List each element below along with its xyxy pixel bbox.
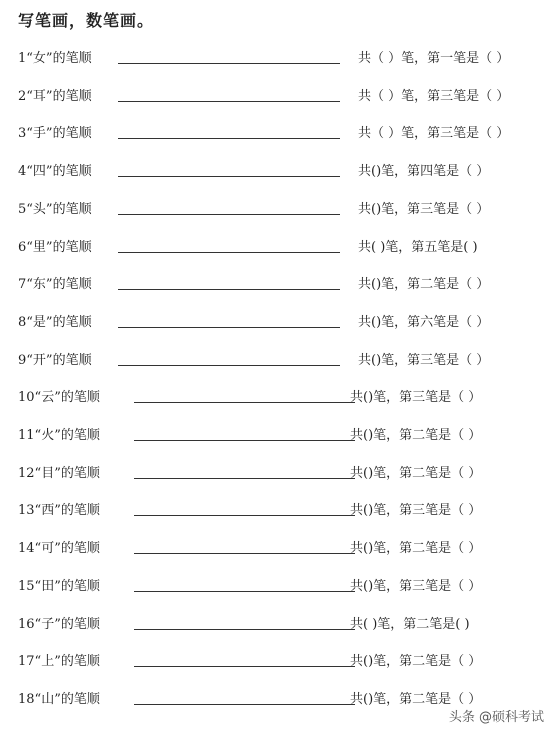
- answer-line[interactable]: [118, 289, 340, 290]
- stroke-order-label: 14“可”的笔顺: [18, 541, 100, 557]
- answer-line[interactable]: [134, 704, 355, 705]
- exercise-row: [0, 236, 554, 258]
- stroke-order-label: 6“里”的笔顺: [18, 239, 92, 255]
- exercise-row: [0, 386, 554, 408]
- exercise-row: [0, 613, 554, 635]
- exercise-row: [0, 650, 554, 672]
- stroke-order-label: 3“手”的笔顺: [18, 126, 92, 142]
- exercise-row: [0, 537, 554, 559]
- answer-line[interactable]: [134, 478, 355, 479]
- stroke-count-question: 共()笔，第二笔是（ ）: [350, 465, 482, 481]
- stroke-order-label: 13“西”的笔顺: [18, 503, 100, 519]
- answer-line[interactable]: [134, 666, 355, 667]
- stroke-count-question: 共（ ）笔，第三笔是（ ）: [358, 126, 510, 142]
- stroke-order-label: 4“四”的笔顺: [18, 164, 92, 180]
- stroke-count-question: 共()笔，第三笔是（ ）: [350, 578, 482, 594]
- exercise-row: [0, 349, 554, 371]
- stroke-order-label: 12“目”的笔顺: [18, 465, 100, 481]
- stroke-order-label: 18“山”的笔顺: [18, 691, 100, 707]
- stroke-order-label: 8“是”的笔顺: [18, 314, 92, 330]
- stroke-count-question: 共()笔，第二笔是（ ）: [350, 541, 482, 557]
- answer-line[interactable]: [134, 629, 355, 630]
- stroke-order-label: 5“头”的笔顺: [18, 201, 92, 217]
- answer-line[interactable]: [118, 176, 340, 177]
- exercise-row: [0, 462, 554, 484]
- stroke-order-label: 15“田”的笔顺: [18, 578, 100, 594]
- answer-line[interactable]: [118, 365, 340, 366]
- stroke-count-question: 共()笔，第二笔是（ ）: [350, 654, 482, 670]
- stroke-count-question: 共()笔，第二笔是（ ）: [358, 277, 490, 293]
- answer-line[interactable]: [134, 440, 355, 441]
- exercise-row: [0, 47, 554, 69]
- stroke-count-question: 共()笔，第二笔是（ ）: [350, 428, 482, 443]
- answer-line[interactable]: [118, 101, 340, 102]
- exercise-row: [0, 122, 554, 144]
- answer-line[interactable]: [118, 214, 340, 215]
- watermark: 头条 @硕科考试: [448, 710, 544, 725]
- stroke-count-question: 共()笔，第二笔是（ ）: [350, 691, 482, 707]
- exercise-row: [0, 85, 554, 107]
- answer-line[interactable]: [118, 327, 340, 328]
- exercise-row: [0, 160, 554, 182]
- answer-line[interactable]: [134, 591, 355, 592]
- stroke-order-label: 17“上”的笔顺: [18, 654, 100, 670]
- exercise-row: [0, 575, 554, 597]
- stroke-count-question: 共()笔，第三笔是（ ）: [350, 503, 482, 519]
- stroke-count-question: 共（ ）笔，第一笔是（ ）: [358, 51, 510, 66]
- stroke-count-question: 共（ ）笔，第三笔是（ ）: [358, 88, 510, 104]
- stroke-count-question: 共( )笔，第二笔是( ): [350, 616, 470, 632]
- stroke-order-label: 10“云”的笔顺: [18, 390, 100, 406]
- exercise-row: [0, 424, 554, 446]
- answer-line[interactable]: [118, 138, 340, 139]
- stroke-order-label: 1“女”的笔顺: [18, 51, 92, 66]
- stroke-order-label: 9“开”的笔顺: [18, 352, 92, 368]
- answer-line[interactable]: [134, 515, 355, 516]
- stroke-order-label: 16“子”的笔顺: [18, 616, 100, 632]
- stroke-order-label: 11“火”的笔顺: [18, 428, 100, 443]
- exercise-row: [0, 198, 554, 220]
- stroke-count-question: 共()笔，第三笔是（ ）: [358, 201, 490, 217]
- answer-line[interactable]: [134, 402, 355, 403]
- stroke-order-label: 2“耳”的笔顺: [18, 88, 92, 104]
- stroke-count-question: 共()笔，第三笔是（ ）: [350, 390, 482, 406]
- exercise-row: [0, 499, 554, 521]
- answer-line[interactable]: [118, 252, 340, 253]
- stroke-count-question: 共()笔，第六笔是（ ）: [358, 314, 490, 330]
- worksheet-title: 写笔画，数笔画。: [18, 11, 155, 30]
- exercise-row: [0, 311, 554, 333]
- stroke-order-label: 7“东”的笔顺: [18, 277, 92, 293]
- stroke-count-question: 共()笔，第三笔是（ ）: [358, 352, 490, 368]
- answer-line[interactable]: [118, 63, 340, 64]
- exercise-row: [0, 273, 554, 295]
- answer-line[interactable]: [134, 553, 355, 554]
- stroke-count-question: 共( )笔，第五笔是( ): [358, 239, 478, 255]
- stroke-count-question: 共()笔，第四笔是（ ）: [358, 164, 490, 180]
